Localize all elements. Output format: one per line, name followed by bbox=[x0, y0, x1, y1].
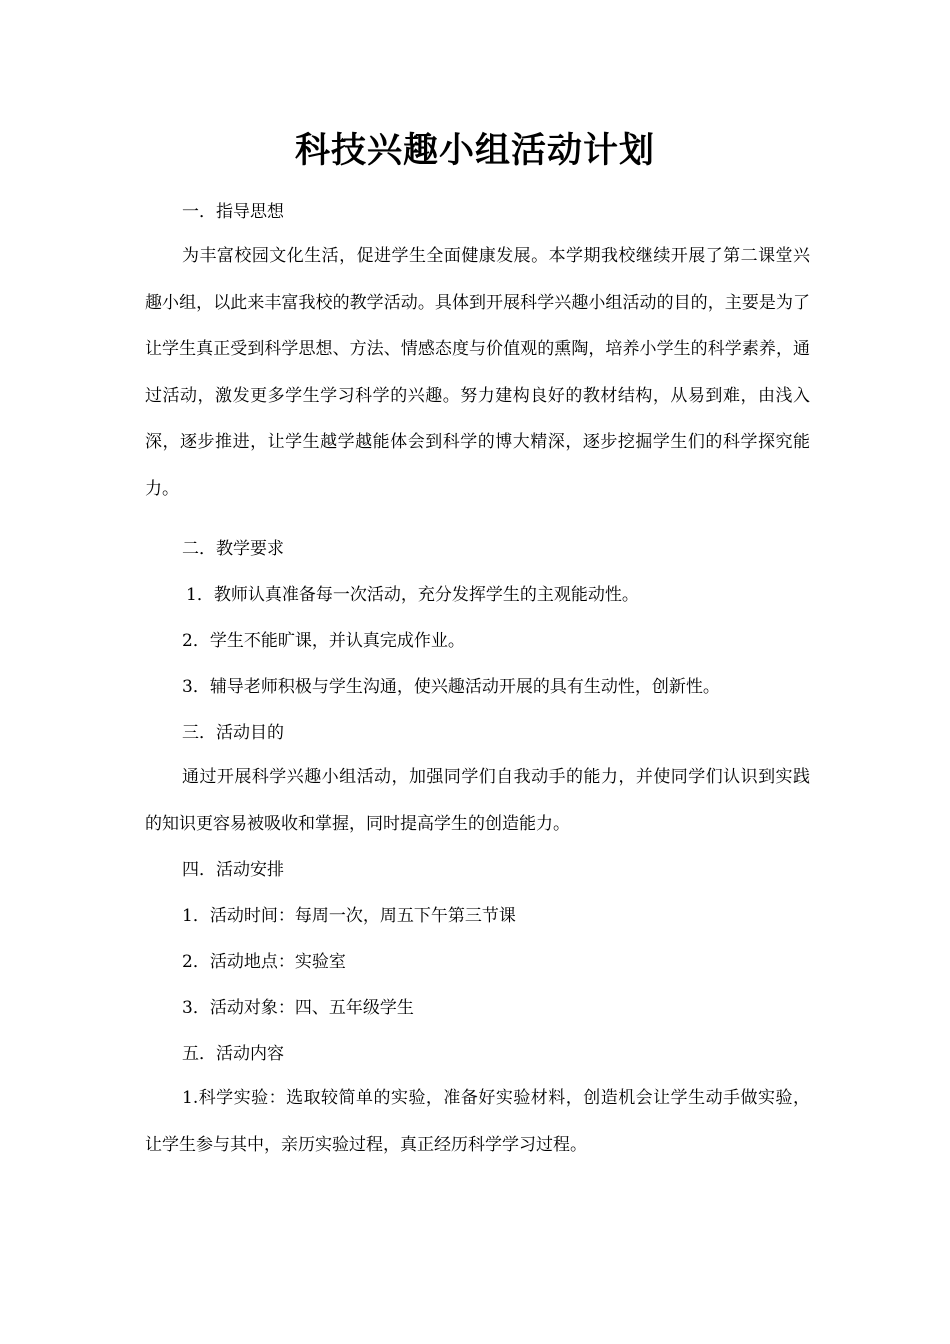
list-item-schedule-place: 2．活动地点：实验室 bbox=[182, 952, 346, 972]
list-item-schedule-audience: 3．活动对象：四、五年级学生 bbox=[182, 998, 414, 1018]
list-item-schedule-time: 1．活动时间：每周一次，周五下午第三节课 bbox=[182, 906, 516, 926]
paragraph-activity-purpose: 通过开展科学兴趣小组活动，加强同学们自我动手的能力，并使同学们认识到实践的知识更容易被吸收和掌握，同时提高学生的创造能力。 bbox=[145, 767, 810, 834]
list-item-requirement-2: 2．学生不能旷课，并认真完成作业。 bbox=[182, 631, 465, 651]
section-heading-activity-schedule: 四．活动安排 bbox=[182, 860, 284, 880]
section-heading-teaching-requirements: 二．教学要求 bbox=[182, 539, 284, 559]
section-heading-activity-purpose: 三．活动目的 bbox=[182, 723, 284, 743]
list-item-requirement-3: 3．辅导老师积极与学生沟通，使兴趣活动开展的具有生动性，创新性。 bbox=[182, 677, 720, 697]
paragraph-activity-content: 1.科学实验：选取较简单的实验，准备好实验材料，创造机会让学生动手做实验，让学生参与其中，亲历实验过程，真正经历科学学习过程。 bbox=[145, 1088, 810, 1155]
document-title: 科技兴趣小组活动计划 bbox=[294, 130, 655, 171]
section-heading-guiding-thought: 一．指导思想 bbox=[182, 202, 284, 222]
list-item-requirement-1: 1．教师认真准备每一次活动，充分发挥学生的主观能动性。 bbox=[186, 585, 639, 605]
paragraph-guiding-thought: 为丰富校园文化生活，促进学生全面健康发展。本学期我校继续开展了第二课堂兴趣小组，以此来丰富我校的教学活动。具体到开展科学兴趣小组活动的目的，主要是为了让学生真正受到科学思想、方法、情感态度与价值观的熏陶，培养小学生的科学素养，通过活动，激发更多学生学习科学的兴趣。努力建构良好的教材结构，从易到难，由浅入深，逐步推进，让学生越学越能体会到科学的博大精深，逐步挖掘学生们的科学探究能力。 bbox=[145, 246, 810, 499]
section-heading-activity-content: 五．活动内容 bbox=[182, 1044, 284, 1064]
